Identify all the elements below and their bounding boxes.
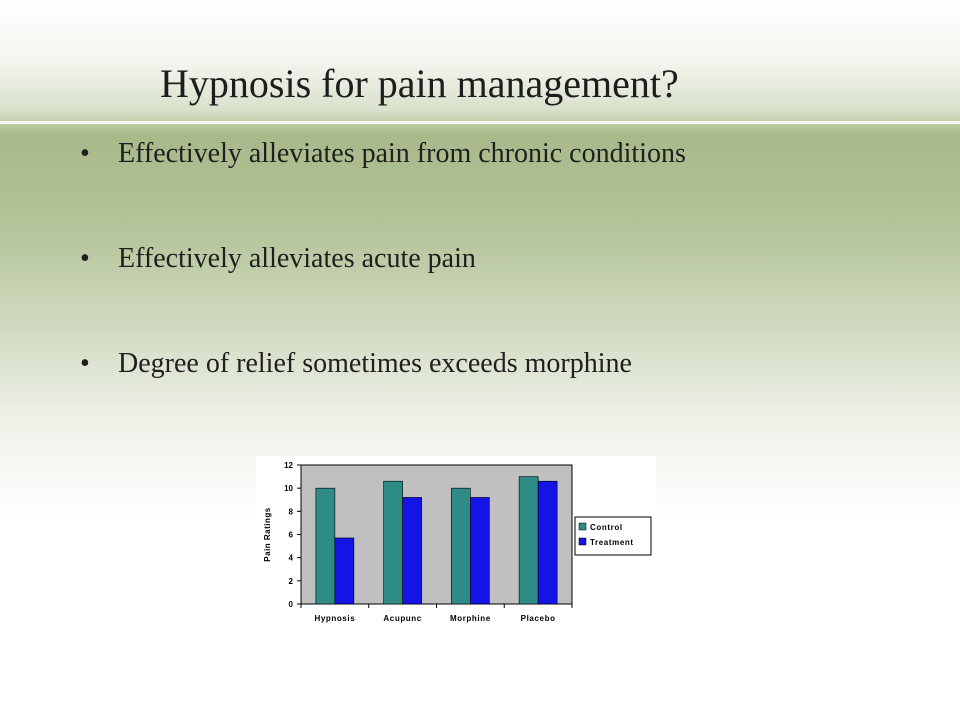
bullet-item: • Effectively alleviates pain from chronic conditions [80,138,686,169]
bullet-item: • Degree of relief sometimes exceeds morphine [80,348,632,379]
bullet-item: • Effectively alleviates acute pain [80,243,476,274]
y-tick-label: 0 [288,600,293,609]
bar-treatment [403,497,422,604]
slide-title: Hypnosis for pain management? [160,61,679,106]
bar-treatment [335,538,354,604]
bar-treatment [538,481,557,604]
legend-swatch-control [579,523,586,530]
title-divider [0,121,960,124]
x-tick-label: Hypnosis [314,614,356,623]
bar-control [519,477,538,604]
bar-treatment [470,497,489,604]
bar-control [451,488,470,604]
y-tick-label: 12 [284,461,293,470]
y-tick-label: 10 [284,484,293,494]
chart-svg [256,456,656,632]
legend-swatch-treatment [579,538,586,545]
legend-label-treatment: Treatment [590,538,634,547]
bar-control [384,481,403,604]
y-tick-label: 6 [288,530,293,540]
bullet-icon: • [80,243,90,274]
y-tick-label: 4 [288,553,293,563]
legend-label-control: Control [590,523,623,532]
y-tick-label: 8 [288,507,293,517]
x-tick-label: Placebo [520,614,556,623]
y-tick-label: 2 [288,576,293,586]
bullet-icon: • [80,138,90,169]
x-tick-label: Morphine [449,614,491,623]
pain-ratings-chart [256,456,656,632]
y-axis-label: Pain Ratings [263,507,272,562]
bar-control [316,488,335,604]
x-tick-label: Acupunc [383,614,422,623]
bullet-icon: • [80,348,90,379]
